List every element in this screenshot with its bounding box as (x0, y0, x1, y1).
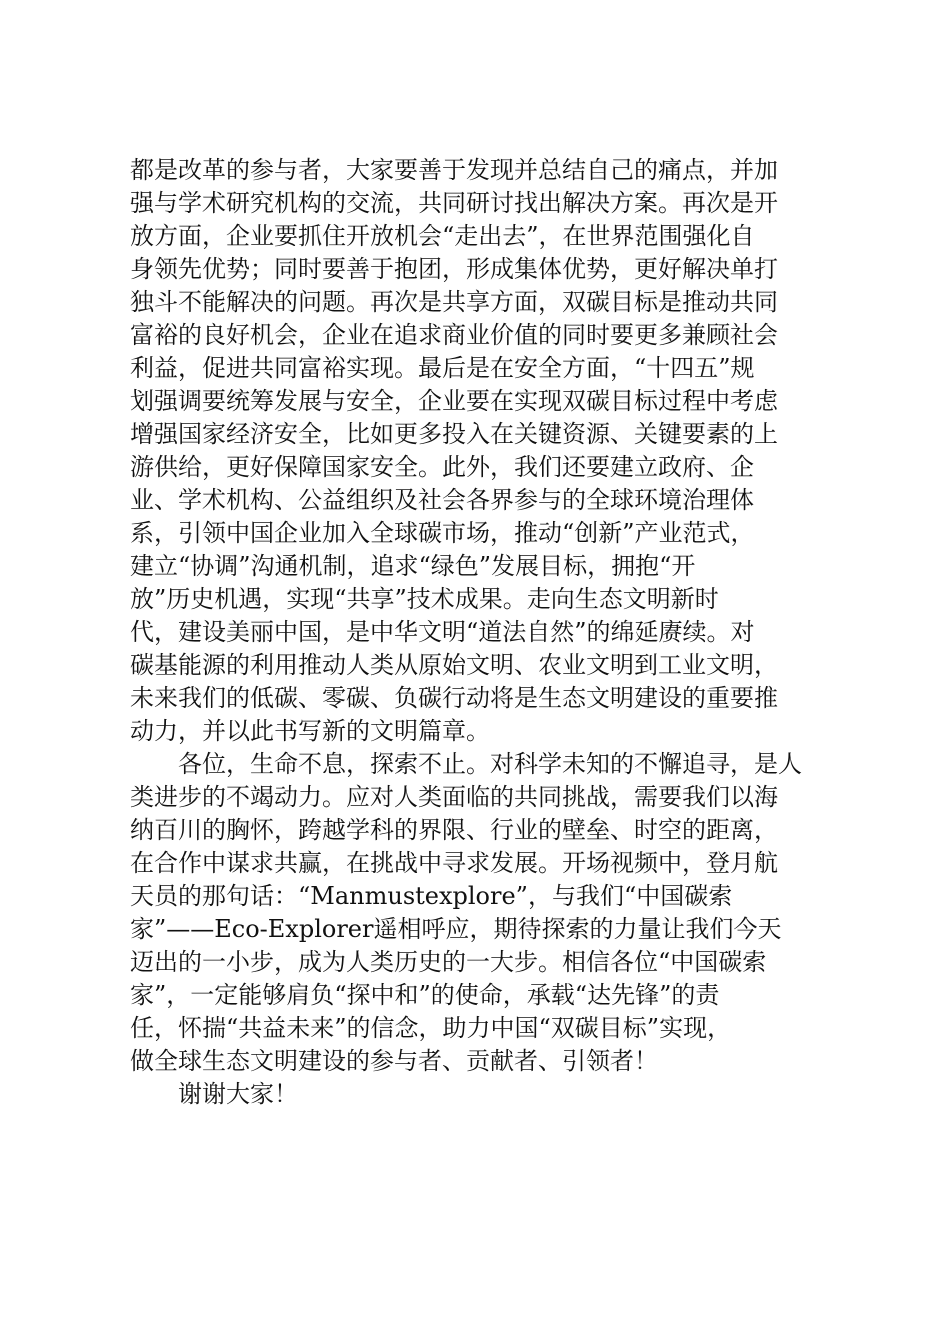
text-line: 碳基能源的利用推动人类从原始文明、农业文明到工业文明， (130, 651, 778, 679)
text-line: 家”——Eco-Explorer遥相呼应，期待探索的力量让我们今天 (130, 915, 782, 943)
text-line: 建立“协调”沟通机制，追求“绿色”发展目标，拥抱“开 (130, 552, 696, 580)
text-line: 未来我们的低碳、零碳、负碳行动将是生态文明建设的重要推 (130, 684, 778, 712)
text-line: 迈出的一小步，成为人类历史的一大步。相信各位“中国碳索 (130, 948, 767, 976)
closing-line: 谢谢大家！ (130, 1080, 298, 1108)
text-line: 系，引领中国企业加入全球碳市场，推动“创新”产业范式， (130, 519, 755, 547)
text-line: 类进步的不竭动力。应对人类面临的共同挑战，需要我们以海 (130, 783, 778, 811)
text-line: 做全球生态文明建设的参与者、贡献者、引领者！ (130, 1047, 658, 1075)
body-text (130, 154, 830, 1111)
text-line: 利益，促进共同富裕实现。最后是在安全方面，“十四五”规 (130, 354, 755, 382)
text-line: 放方面，企业要抓住开放机会“走出去”，在世界范围强化自 (130, 222, 755, 250)
text-line: 在合作中谋求共赢，在挑战中寻求发展。开场视频中，登月航 (130, 849, 778, 877)
text-line: 家”，一定能够肩负“探中和”的使命，承载“达先锋”的责 (130, 981, 720, 1009)
text-line: 任，怀揣“共益未来”的信念，助力中国“双碳目标”实现， (130, 1014, 732, 1042)
text-line: 划强调要统筹发展与安全，企业要在实现双碳目标过程中考虑 (130, 387, 778, 415)
text-line: 天员的那句话：“Manmustexplore”，与我们“中国碳索 (130, 882, 733, 910)
text-line: 增强国家经济安全，比如更多投入在关键资源、关键要素的上 (130, 420, 778, 448)
text-line: 业、学术机构、公益组织及社会各界参与的全球环境治理体 (130, 486, 754, 514)
text-line: 动力，并以此书写新的文明篇章。 (130, 717, 490, 745)
text-line: 纳百川的胸怀，跨越学科的界限、行业的壁垒、时空的距离， (130, 816, 778, 844)
text-line: 独斗不能解决的问题。再次是共享方面，双碳目标是推动共同 (130, 288, 778, 316)
text-line: 各位，生命不息，探索不止。对科学未知的不懈追寻，是人 (130, 750, 802, 778)
text-line: 强与学术研究机构的交流，共同研讨找出解决方案。再次是开 (130, 189, 778, 217)
text-line: 代，建设美丽中国，是中华文明“道法自然”的绵延赓续。对 (130, 618, 755, 646)
text-line: 游供给，更好保障国家安全。此外，我们还要建立政府、企 (130, 453, 754, 481)
text-line: 富裕的良好机会，企业在追求商业价值的同时要更多兼顾社会 (130, 321, 778, 349)
text-line: 都是改革的参与者，大家要善于发现并总结自己的痛点，并加 (130, 156, 778, 184)
text-line: 放”历史机遇，实现“共享”技术成果。走向生态文明新时 (130, 585, 719, 613)
text-line: 身领先优势；同时要善于抱团，形成集体优势，更好解决单打 (130, 255, 778, 283)
